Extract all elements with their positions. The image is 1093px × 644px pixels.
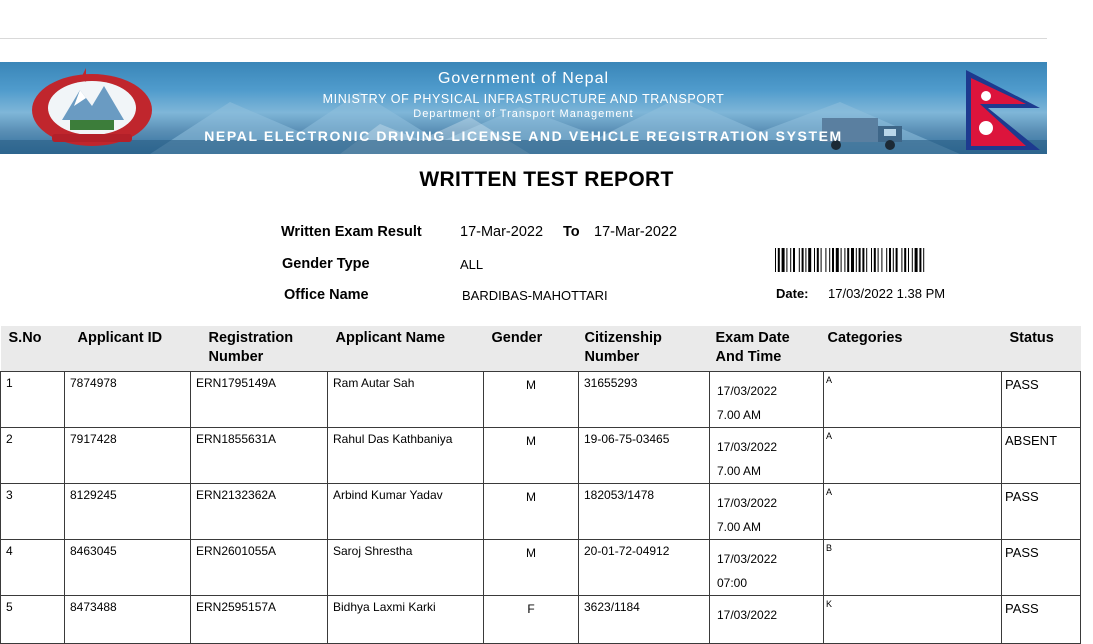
cell-citizenship-number: 3623/1184: [579, 596, 710, 644]
barcode-bar: [859, 248, 861, 272]
exam-date: 17/03/2022: [717, 552, 778, 566]
date-label: Date:: [776, 286, 809, 301]
barcode-bar: [866, 248, 867, 272]
exam-result-label: Written Exam Result: [281, 224, 422, 240]
barcode-bar: [847, 248, 849, 272]
gender-type-value: ALL: [460, 257, 484, 272]
barcode-bar: [923, 248, 924, 272]
barcode-bar: [802, 248, 804, 272]
cell-category: A: [824, 372, 1002, 428]
cell-citizenship-number: 31655293: [579, 372, 710, 428]
table-row: [1, 372, 1081, 428]
to-label: To: [563, 224, 580, 240]
barcode-bar: [790, 248, 791, 272]
barcode-bar: [775, 248, 776, 272]
to-date: 17-Mar-2022: [594, 224, 678, 240]
cell-applicant-id: 8473488: [65, 596, 191, 644]
barcode-bar: [825, 248, 826, 272]
barcode-bar: [912, 248, 913, 272]
cell-registration-number: ERN1795149A: [191, 372, 328, 428]
barcode-bar: [817, 248, 819, 272]
barcode-bar: [805, 248, 806, 272]
table-row: [1, 428, 1081, 484]
barcode-bar: [878, 248, 879, 272]
cell-status: PASS: [1002, 540, 1081, 596]
office-name-label: Office Name: [284, 287, 369, 303]
barcode-bar: [836, 248, 839, 272]
header-applicant-name: Applicant Name: [328, 326, 484, 372]
barcode-bar: [915, 248, 918, 272]
table-row: [1, 540, 1081, 596]
header-banner: [0, 62, 1047, 154]
from-date: 17-Mar-2022: [460, 224, 544, 240]
barcode-bar: [829, 248, 830, 272]
cell-applicant-name: Saroj Shrestha: [328, 540, 484, 596]
barcode-bar: [901, 248, 902, 272]
header-exam-date-time: Exam Date And Time: [710, 326, 824, 372]
barcode-bar: [871, 248, 872, 272]
cell-gender: M: [484, 372, 579, 428]
cell-sno: 4: [1, 540, 65, 596]
cell-exam-date-time: [710, 428, 824, 484]
header-sno: S.No: [1, 326, 65, 372]
cell-sno: 1: [1, 372, 65, 428]
barcode-bar: [832, 248, 834, 272]
barcode-bar: [893, 248, 894, 272]
barcode-bar: [851, 248, 854, 272]
cell-exam-date-time: [710, 372, 824, 428]
cell-status: ABSENT: [1002, 428, 1081, 484]
exam-date: 17/03/2022: [717, 496, 778, 510]
header-gender: Gender: [484, 326, 579, 372]
cell-registration-number: ERN2132362A: [191, 484, 328, 540]
banner-government: Government of Nepal: [437, 70, 610, 87]
cell-applicant-id: 7874978: [65, 372, 191, 428]
cell-category: A: [824, 484, 1002, 540]
header-citizenship-number: Citizenship Number: [579, 326, 710, 372]
barcode-bar: [881, 248, 882, 272]
barcode-bar: [799, 248, 800, 272]
cell-gender: M: [484, 484, 579, 540]
exam-time: 7.00 AM: [717, 408, 762, 422]
header-registration-number: Registration Number: [191, 326, 328, 372]
cell-category: A: [824, 428, 1002, 484]
cell-registration-number: ERN2601055A: [191, 540, 328, 596]
barcode: [775, 248, 997, 272]
cell-category: K: [824, 596, 1002, 644]
report-title: WRITTEN TEST REPORT: [419, 168, 674, 191]
cell-category: B: [824, 540, 1002, 596]
header-categories: Categories: [824, 326, 1002, 372]
cell-sno: 2: [1, 428, 65, 484]
barcode-bar: [862, 248, 864, 272]
cell-exam-date-time: [710, 596, 824, 644]
cell-applicant-name: Arbind Kumar Yadav: [328, 484, 484, 540]
barcode-bar: [786, 248, 787, 272]
barcode-bar: [793, 248, 795, 272]
exam-time: 07:00: [717, 576, 748, 590]
exam-date: 17/03/2022: [717, 608, 778, 622]
cell-applicant-id: 7917428: [65, 428, 191, 484]
cell-gender: M: [484, 540, 579, 596]
cell-citizenship-number: 20-01-72-04912: [579, 540, 710, 596]
cell-citizenship-number: 182053/1478: [579, 484, 710, 540]
cell-applicant-name: Ram Autar Sah: [328, 372, 484, 428]
office-name-value: BARDIBAS-MAHOTTARI: [462, 288, 608, 303]
barcode-bar: [886, 248, 887, 272]
cell-status: PASS: [1002, 372, 1081, 428]
table-row: [1, 484, 1081, 540]
date-value: 17/03/2022 1.38 PM: [828, 286, 946, 301]
barcode-bar: [919, 248, 921, 272]
cell-status: PASS: [1002, 484, 1081, 540]
cell-applicant-id: 8463045: [65, 540, 191, 596]
cell-registration-number: ERN1855631A: [191, 428, 328, 484]
exam-date: 17/03/2022: [717, 384, 778, 398]
barcode-bar: [821, 248, 822, 272]
barcode-bar: [904, 248, 906, 272]
barcode-bar: [841, 248, 842, 272]
barcode-bar: [908, 248, 909, 272]
banner-department: Department of Transport Management: [413, 108, 634, 120]
table-header-row: [1, 326, 1081, 372]
cell-citizenship-number: 19-06-75-03465: [579, 428, 710, 484]
exam-date: 17/03/2022: [717, 440, 778, 454]
cell-applicant-name: Bidhya Laxmi Karki: [328, 596, 484, 644]
banner-ministry: MINISTRY OF PHYSICAL INFRASTRUCTURE AND TRANSPORT: [322, 92, 725, 106]
gender-type-label: Gender Type: [282, 256, 370, 272]
cell-exam-date-time: [710, 484, 824, 540]
table-row: [1, 596, 1081, 644]
exam-time: 7.00 AM: [717, 520, 762, 534]
cell-status: PASS: [1002, 596, 1081, 644]
header-applicant-id: Applicant ID: [65, 326, 191, 372]
cell-sno: 3: [1, 484, 65, 540]
barcode-bar: [889, 248, 891, 272]
barcode-bar: [814, 248, 815, 272]
cell-sno: 5: [1, 596, 65, 644]
cell-registration-number: ERN2595157A: [191, 596, 328, 644]
barcode-bar: [874, 248, 876, 272]
barcode-bar: [808, 248, 811, 272]
barcode-bar: [844, 248, 845, 272]
cell-gender: F: [484, 596, 579, 644]
barcode-bar: [896, 248, 898, 272]
banner-system-name: NEPAL ELECTRONIC DRIVING LICENSE AND VEHICLE REGISTRATION SYSTEM: [204, 128, 843, 144]
results-table: [0, 326, 1081, 644]
barcode-bar: [778, 248, 780, 272]
header-status: Status: [1002, 326, 1081, 372]
cell-applicant-id: 8129245: [65, 484, 191, 540]
barcode-bar: [856, 248, 857, 272]
browser-top-bar: [0, 0, 1047, 39]
barcode-bar: [782, 248, 785, 272]
exam-time: 7.00 AM: [717, 464, 762, 478]
cell-applicant-name: Rahul Das Kathbaniya: [328, 428, 484, 484]
cell-exam-date-time: [710, 540, 824, 596]
cell-gender: M: [484, 428, 579, 484]
